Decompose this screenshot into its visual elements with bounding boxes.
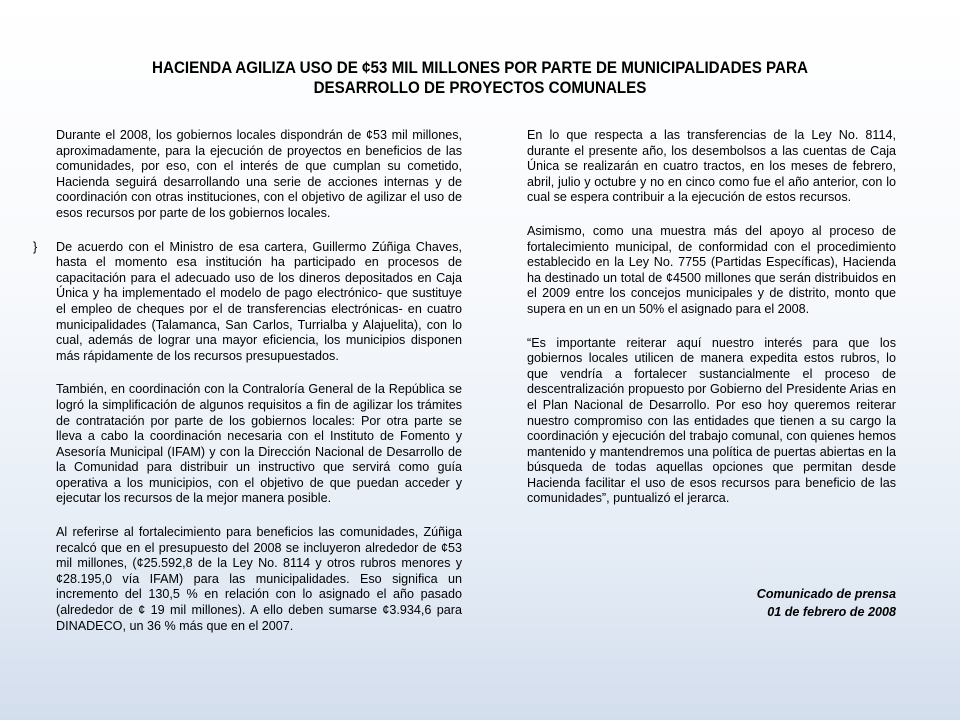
signature-date: 01 de febrero de 2008 [767,605,896,619]
paragraph: “Es importante reiterar aquí nuestro interés para que los gobiernos locales utilicen de manera expedita estos rubros, lo que vendría a fortalecer sustancialmente el proceso de descentralización propuesto por Gobierno del Presidente Arias en el Plan Nacional de Desarrollo. Por eso hoy queremos reiterar nuestro compromiso con las entidades que tienen a su cargo la coordinación y ejecución del trabajo comunal, con quienes hemos mantenido y mantendremos una política de puertas abiertas en la búsqueda de todas aquellas opciones que permitan desde Hacienda facilitar el uso de esos recursos para beneficio de las comunidades”, puntualizó el jerarca. [527,335,896,506]
left-column [56,128,462,652]
paragraph: En lo que respecta a las transferencias de la Ley No. 8114, durante el presente año, los desembolsos a las cuentas de Caja Única se realizarán en cuatro tractos, en los meses de febrero, abril, julio y octubre y no en cinco como fue el año anterior, con lo cual se espera contribuir a la ejecución de estos recursos. [527,128,896,205]
right-column [527,128,896,525]
paragraph: Asimismo, como una muestra más del apoyo al proceso de fortalecimiento municipal, de conformidad con el procedimiento establecido en la Ley No. 7755 (Partidas Específicas), Hacienda ha destinado un total de ¢4500 millones que serán distribuidos en el 2009 entre los concejos municipales y de distrito, monto que supera en un en un 50% el asignado para el 2008. [527,223,896,316]
document-title [94,58,867,98]
title-line-2: DESARROLLO DE PROYECTOS COMUNALES [313,79,647,97]
stray-brace: } [33,240,38,254]
paragraph: También, en coordinación con la Contraloría General de la República se logró la simplificación de algunos requisitos a fin de agilizar los trámites de contratación por parte de los gobiernos locales: Por otra parte se lleva a cabo la coordinación necesaria con el Instituto de Fomento y Asesoría Municipal (IFAM) y con la Dirección Nacional de Desarrollo de la Comunidad para distribuir un instructivo que servirá como guía operativa a los municipios, con el objetivo de que puedan acceder y ejecutar los recursos de la mejor manera posible. [56,382,462,506]
paragraph: Durante el 2008, los gobiernos locales dispondrán de ¢53 mil millones, aproximadamente, para la ejecución de proyectos en beneficios de las comunidades, por eso, con el interés de que cumplan su cometido, Hacienda seguirá desarrollando una serie de acciones internas y de coordinación con otras instituciones, con el objetivo de agilizar el uso de esos recursos por parte de los gobiernos locales. [56,128,462,220]
signature-line-1: Comunicado de prensa [756,587,896,601]
press-release-signature [757,585,896,621]
paragraph: De acuerdo con el Ministro de esa cartera, Guillermo Zúñiga Chaves, hasta el momento esa institución ha participado en procesos de capacitación para el adecuado uso de los dineros depositados en Caja Única y ha implementado el modelo de pago electrónico- que sustituye el empleo de cheques por el de transferencias electrónicas- en cuatro municipalidades (Talamanca, San Carlos, Turrialba y Alajuelita), con lo cual, además de lograr una mayor eficiencia, los municipios disponen más rápidamente de los recursos presupuestados. [56,239,462,363]
paragraph: Al referirse al fortalecimiento para beneficios las comunidades, Zúñiga recalcó que en el presupuesto del 2008 se incluyeron alrededor de ¢53 mil millones, (¢25.592,8 de la Ley No. 8114 y otros rubros menores y ¢28.195,0 vía IFAM) para las municipalidades. Eso significa un incremento del 130,5 % en relación con lo asignado el año pasado (alrededor de ¢ 19 mil millones). A ello deben sumarse ¢3.934,6 para DINADECO, un 36 % más que en el 2007. [56,525,462,633]
title-line-1: HACIENDA AGILIZA USO DE ¢53 MIL MILLONES POR PARTE DE MUNICIPALIDADES PARA [152,59,808,77]
